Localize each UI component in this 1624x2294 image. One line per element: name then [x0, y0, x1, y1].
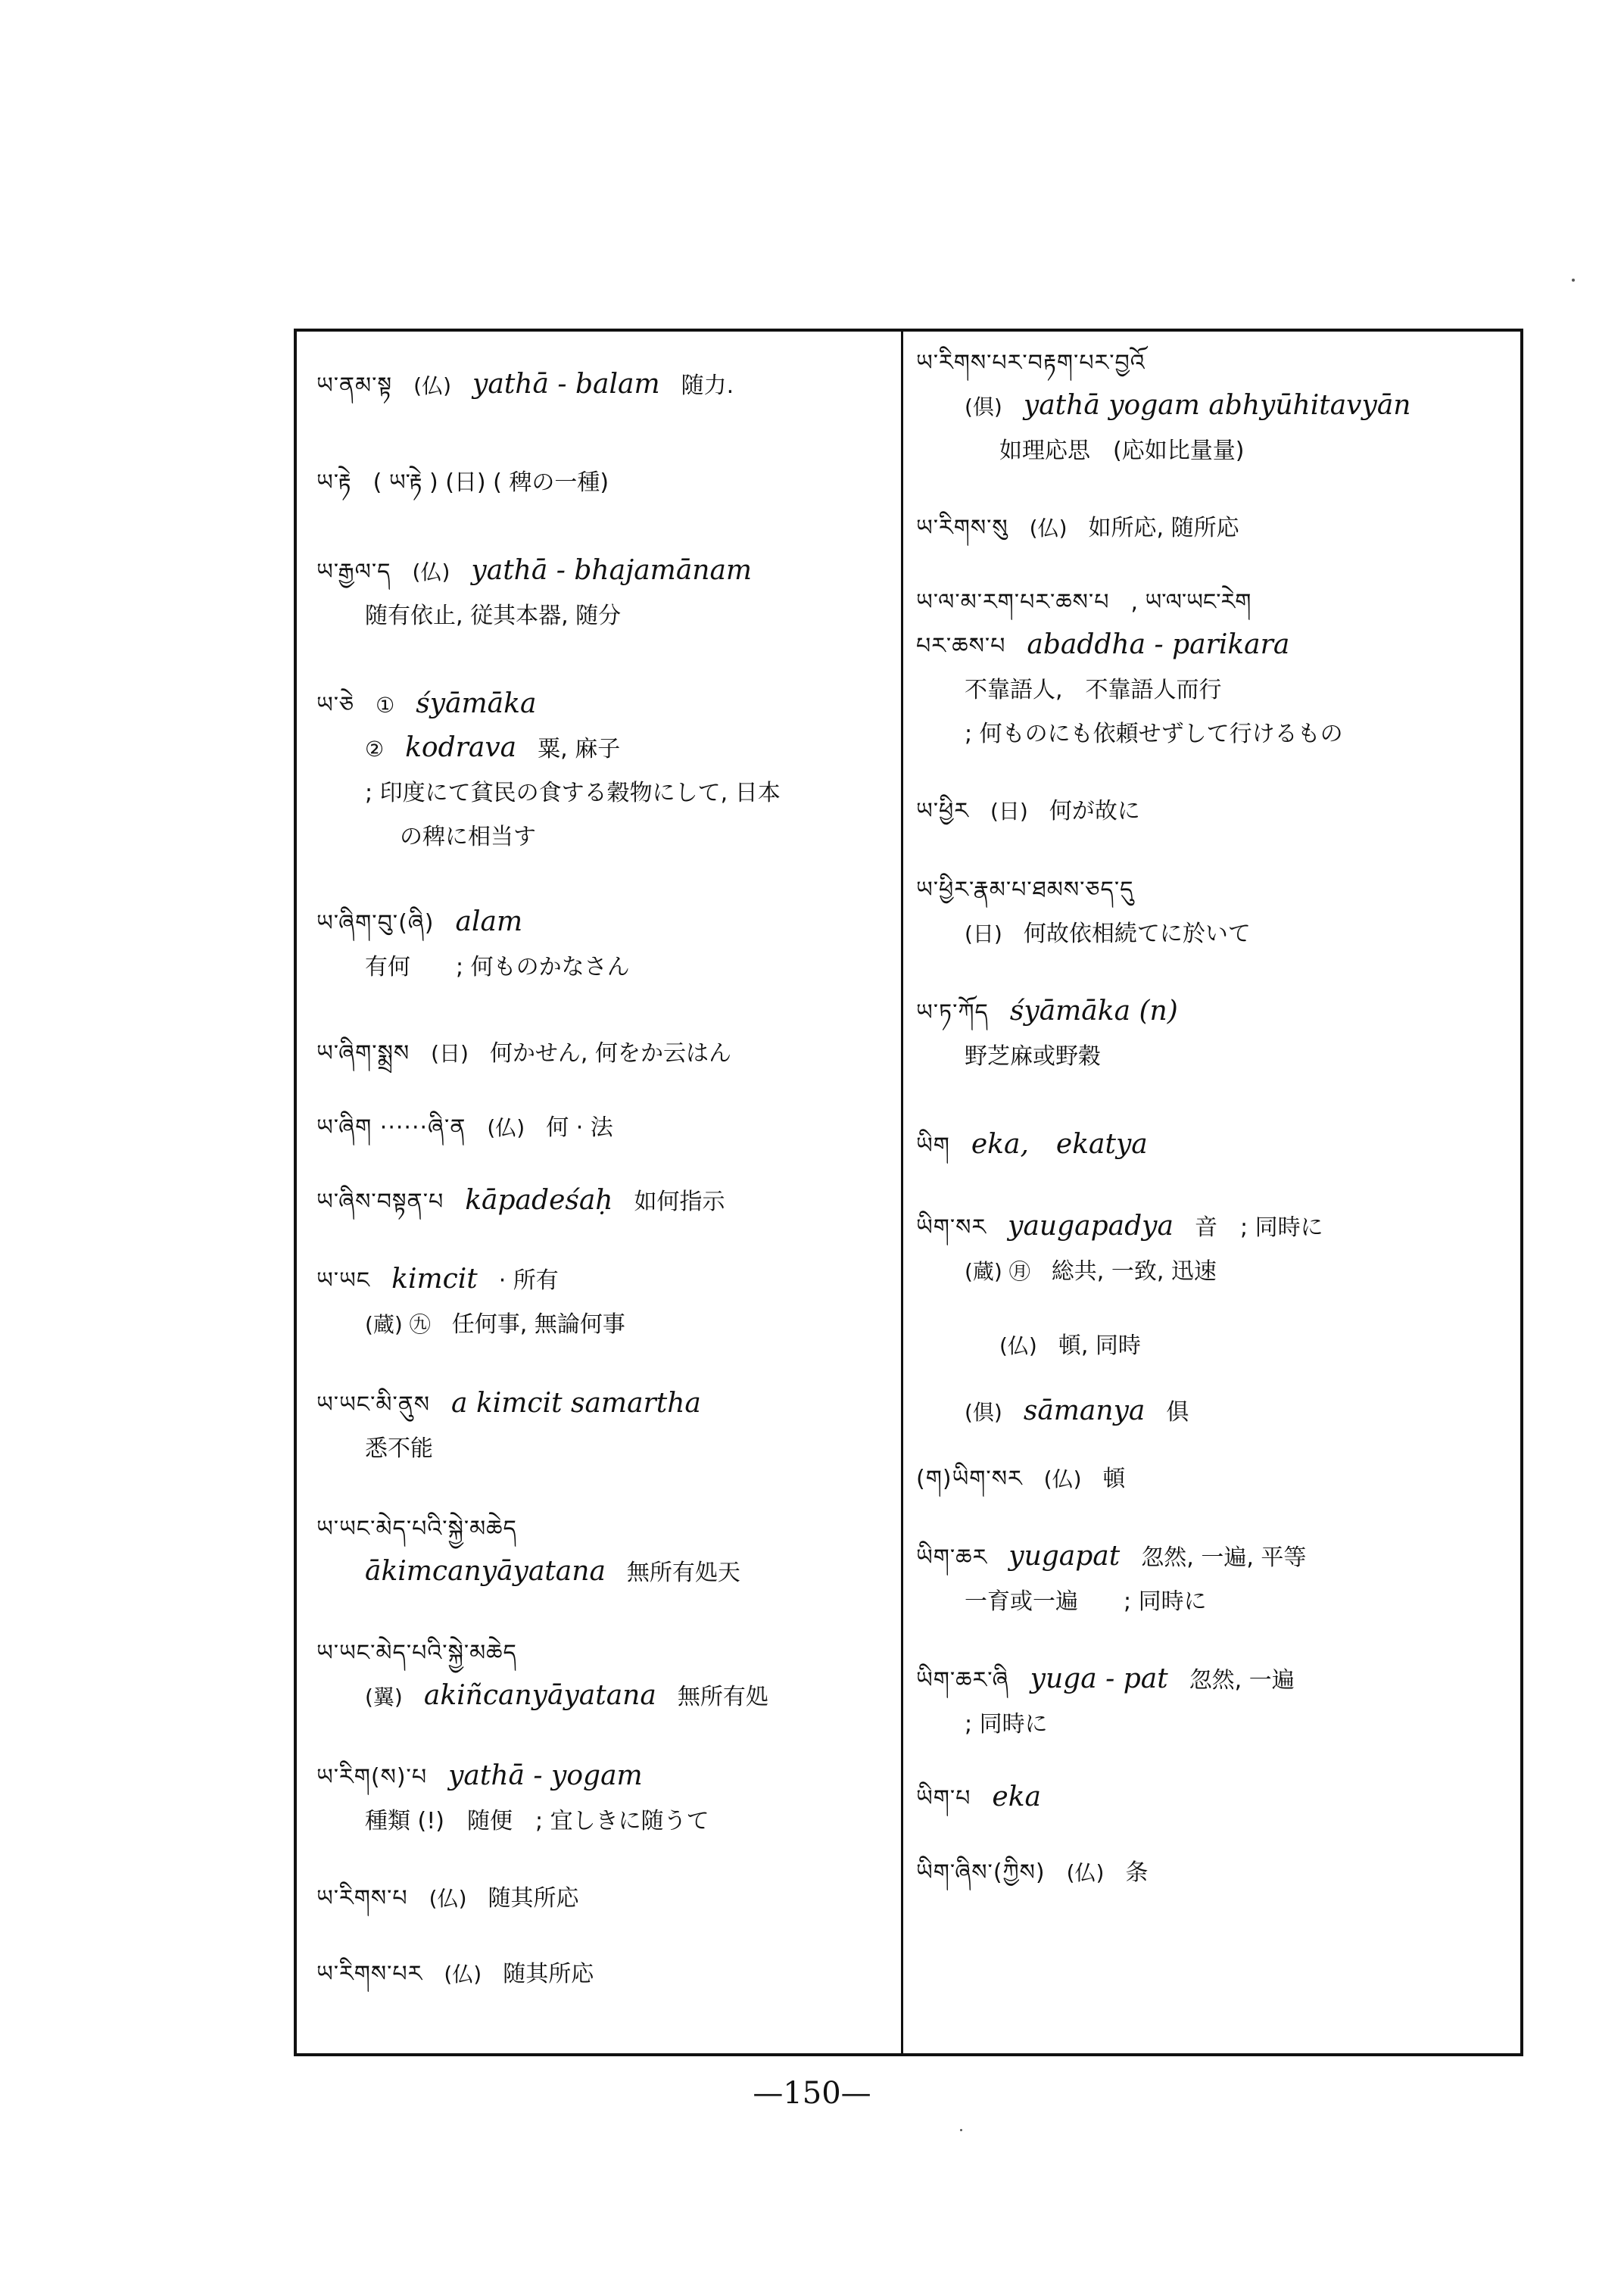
entry-line — [316, 1302, 892, 1346]
entry-line — [316, 901, 892, 945]
source-tag: ② — [365, 737, 385, 762]
gloss-text: · 所有 — [498, 1267, 559, 1294]
dictionary-entry — [916, 1205, 1514, 1293]
source-tag: (仏) — [413, 373, 452, 398]
dictionary-entry — [316, 1258, 892, 1346]
gloss-text: の稗に相当す — [400, 824, 536, 850]
tibetan-headword: ཡིག་པ — [916, 1785, 971, 1812]
entry-line — [916, 1390, 1514, 1434]
dictionary-entry — [316, 363, 892, 407]
dictionary-entry — [316, 460, 892, 504]
source-tag: (仏) — [999, 1333, 1037, 1358]
source-tag: (仏) — [444, 1962, 482, 1987]
entry-line — [316, 460, 892, 504]
entry-line — [316, 1258, 892, 1302]
sanskrit-term: eka — [992, 1781, 1041, 1812]
entry-line — [316, 1180, 892, 1223]
source-tag: (日) — [990, 799, 1028, 824]
entry-line — [916, 1205, 1514, 1249]
source-tag: (仏) — [1043, 1466, 1082, 1491]
sanskrit-term: alam — [455, 906, 523, 937]
entry-line — [916, 385, 1514, 429]
entry-line — [316, 1755, 892, 1799]
entry-line — [916, 429, 1514, 472]
tibetan-headword: ཡ་རིགས་པར་བརྟག་པར་བྱའོ — [916, 350, 1146, 376]
gloss-text: ; 同時に — [965, 1711, 1048, 1738]
gloss-text: ( ཡ་རྟེ ) (日) ( 稗の一種) — [372, 469, 609, 496]
dictionary-entry — [916, 341, 1514, 472]
tibetan-headword: ཡ་རྟེ — [316, 469, 352, 496]
dictionary-entry — [916, 789, 1514, 833]
dictionary-entry — [316, 1105, 892, 1149]
gloss-text: 如何指示 — [634, 1189, 725, 1215]
entry-line — [916, 668, 1514, 712]
gloss-text: 如所応, 随所応 — [1088, 515, 1239, 541]
entry-line — [316, 594, 892, 637]
entry-line — [916, 1249, 1514, 1293]
source-tag: (日) — [965, 921, 1002, 946]
dictionary-entry — [916, 1658, 1514, 1746]
sanskrit-term: kāpadeśaḥ — [465, 1185, 613, 1216]
gloss-text: 種類 (!) 随便 ; 宜しきに随うて — [365, 1808, 709, 1834]
sanskrit-term: yaugapadya — [1008, 1211, 1174, 1242]
dictionary-entry — [916, 1535, 1514, 1623]
dictionary-entry — [916, 868, 1514, 955]
gloss-text: 随力. — [681, 372, 734, 399]
sanskrit-term: sāmanya — [1023, 1395, 1146, 1426]
entry-line — [316, 1952, 892, 1996]
entry-line — [916, 912, 1514, 955]
dictionary-entry — [916, 1390, 1514, 1434]
entry-line — [916, 1034, 1514, 1078]
source-tag: (仏) — [412, 559, 450, 584]
tibetan-headword: ཡ་ཞིག་སྨྲས — [316, 1040, 410, 1067]
gloss-text: 俱 — [1166, 1399, 1189, 1426]
gloss-text: 何かせん, 何をか云はん — [489, 1040, 732, 1067]
source-tag: (仏) — [1066, 1860, 1105, 1885]
column-divider — [901, 329, 903, 2056]
tibetan-headword: ཡ་ཡང་མེད་པའི་སྐྱེ་མཆེད — [316, 1516, 517, 1542]
tibetan-headword: ཡིག་ཆར་ཞི — [916, 1667, 1009, 1694]
entry-line — [916, 341, 1514, 385]
tibetan-headword: ཡ་ཅེ — [316, 692, 355, 718]
dictionary-entry — [316, 1382, 892, 1470]
tibetan-headword: ཡ་རིགས་པར — [316, 1961, 423, 1987]
tibetan-headword: ཡིག་ཞིས་(ཀྱིས) — [916, 1859, 1046, 1886]
dictionary-entry — [916, 1850, 1514, 1894]
gloss-text: 無所有処天 — [626, 1560, 740, 1586]
entry-line — [316, 1031, 892, 1075]
entry-line — [916, 580, 1514, 624]
tibetan-headword: ཡ་ཏ་ཀོད — [916, 999, 989, 1026]
gloss-text: 何が故に — [1049, 798, 1140, 824]
tibetan-headword: ཡ་རིགས་སུ — [916, 515, 1008, 541]
dictionary-entry — [316, 901, 892, 989]
source-tag: (蔵) ㊊ — [965, 1259, 1030, 1284]
gloss-text: 任何事, 無論何事 — [451, 1311, 625, 1338]
entry-line — [316, 550, 892, 594]
dictionary-entry — [916, 1776, 1514, 1820]
tibetan-headword: ཡ་ཡང — [316, 1267, 371, 1294]
dictionary-entry — [916, 580, 1514, 756]
entry-line — [916, 868, 1514, 912]
gloss-text: 随其所応 — [488, 1885, 579, 1912]
entry-line — [916, 1776, 1514, 1820]
sanskrit-term: kodrava — [405, 732, 517, 763]
entry-line — [916, 1457, 1514, 1501]
tibetan-headword: ཡ་ཡང་མེད་པའི་སྐྱེ་མཆེད — [316, 1640, 517, 1666]
dictionary-entry — [916, 1457, 1514, 1501]
gloss-text: 随有依止, 従其本器, 随分 — [365, 603, 622, 629]
entry-line — [316, 1382, 892, 1426]
source-tag: (翼) — [365, 1685, 403, 1710]
gloss-text: 忽然, 一遍, 平等 — [1141, 1544, 1307, 1571]
entry-line — [316, 1426, 892, 1470]
dictionary-entry — [316, 550, 892, 637]
gloss-text: 音 ; 同時に — [1194, 1214, 1323, 1241]
sanskrit-term: śyāmāka — [416, 688, 537, 719]
entry-line — [316, 1876, 892, 1920]
entry-line — [316, 1507, 892, 1551]
tibetan-headword: ཡ་ལ་མ་རག་པར་ཆས་པ — [916, 589, 1110, 616]
sanskrit-term: eka, ekatya — [971, 1129, 1148, 1160]
entry-line — [316, 1105, 892, 1149]
dictionary-entry — [916, 506, 1514, 550]
source-tag: ① — [376, 693, 395, 718]
dictionary-entry — [316, 1631, 892, 1719]
gloss-text: 如理応思 (応如比量量) — [999, 438, 1245, 464]
tibetan-headword: ཡ་ཞིས་བསྟན་པ — [316, 1189, 444, 1215]
tibetan-headword: ཡ་ཞིག ······ཞི་ན — [316, 1114, 466, 1141]
dictionary-entry — [316, 1180, 892, 1223]
tibetan-headword: ཡ་རྒྱལ་ད — [316, 559, 391, 585]
scan-speck — [1572, 279, 1575, 282]
tibetan-headword: ཡིག་སར — [916, 1214, 987, 1241]
entry-line — [316, 945, 892, 989]
tibetan-headword: ཡ་རིགས་པ — [316, 1885, 408, 1912]
tibetan-headword: ཡ་ཡང་མི་ནུས — [316, 1392, 431, 1418]
entry-line — [316, 683, 892, 727]
entry-line — [316, 815, 892, 859]
dictionary-entry — [916, 1124, 1514, 1167]
source-tag: (仏) — [1029, 516, 1068, 541]
gloss-text: 条 — [1125, 1859, 1149, 1886]
dictionary-entry — [316, 1507, 892, 1594]
dictionary-entry — [316, 1952, 892, 1996]
entry-line — [916, 1850, 1514, 1894]
sanskrit-term: yuga - pat — [1030, 1663, 1168, 1694]
entry-line — [316, 363, 892, 407]
entry-line — [916, 990, 1514, 1034]
entry-line — [316, 1551, 892, 1594]
entry-line — [316, 1631, 892, 1675]
dictionary-entry — [316, 1876, 892, 1920]
dictionary-entry — [316, 683, 892, 859]
sanskrit-term: a kimcit samartha — [451, 1388, 701, 1419]
sanskrit-term: akiñcanyāyatana — [423, 1680, 656, 1711]
tibetan-headword: ཡིག — [916, 1133, 950, 1159]
source-tag: (日) — [431, 1041, 469, 1066]
tibetan-headword: པར་ཆས་པ — [916, 633, 1006, 659]
sanskrit-term: yathā - balam — [472, 369, 660, 400]
source-tag: (倶) — [965, 394, 1002, 419]
entry-line — [916, 789, 1514, 833]
entry-line — [916, 1124, 1514, 1167]
gloss-text: 何 · 法 — [546, 1114, 613, 1141]
sanskrit-term: kimcit — [391, 1264, 478, 1295]
dictionary-entry — [916, 990, 1514, 1078]
dictionary-entry — [916, 1323, 1514, 1367]
entry-line — [916, 1579, 1514, 1623]
tibetan-headword: ཡིག་ཆར — [916, 1544, 988, 1571]
sanskrit-term: abaddha - parikara — [1027, 629, 1290, 660]
entry-line — [316, 771, 892, 815]
sanskrit-term: yugapat — [1008, 1541, 1121, 1572]
dictionary-entry — [316, 1755, 892, 1843]
right-column — [916, 333, 1514, 1894]
entry-line — [916, 1535, 1514, 1579]
tibetan-headword: (ག)ཡིག་སར — [916, 1466, 1023, 1492]
gloss-text: 忽然, 一遍 — [1189, 1667, 1295, 1694]
sanskrit-term: yathā - bhajamānam — [471, 555, 753, 586]
sanskrit-term: yathā - yogam — [448, 1760, 643, 1791]
sanskrit-term: śyāmāka (n) — [1009, 996, 1178, 1027]
entry-line — [916, 1658, 1514, 1702]
entry-line — [316, 1799, 892, 1843]
gloss-text: 無所有処 — [677, 1684, 768, 1710]
entry-line — [916, 624, 1514, 668]
sanskrit-term: yathā yogam abhyūhitavyān — [1023, 390, 1411, 421]
tibetan-headword: ཡ་ཕྱིར — [916, 798, 969, 824]
gloss-text: 野芝麻或野穀 — [965, 1043, 1101, 1070]
page-number: —150— — [753, 2076, 871, 2111]
entry-line — [316, 1675, 892, 1719]
gloss-text: 一育或一遍 ; 同時に — [965, 1588, 1207, 1615]
left-column — [316, 333, 892, 1996]
entry-line — [916, 506, 1514, 550]
scan-speck — [960, 2129, 962, 2131]
gloss-text: 悉不能 — [365, 1435, 433, 1462]
entry-line — [916, 1702, 1514, 1746]
source-tag: (蔵) ㊈ — [365, 1312, 431, 1337]
gloss-text: , ཡ་ལ་ཡང་རེག — [1130, 589, 1252, 616]
tibetan-headword: ཡ་ཞིག་བུ་(ཞི) — [316, 910, 435, 937]
dictionary-entry — [316, 1031, 892, 1075]
entry-line — [916, 712, 1514, 756]
gloss-text: 総共, 一致, 迅速 — [1051, 1258, 1217, 1285]
gloss-text: 随其所応 — [503, 1961, 594, 1987]
source-tag: (倶) — [965, 1400, 1002, 1425]
tibetan-headword: ཡ་ཕྱིར་རྣམ་པ་ཐམས་ཅད་དུ — [916, 877, 1134, 903]
gloss-text: 頓 — [1102, 1466, 1126, 1492]
gloss-text: 不靠語人, 不靠語人而行 — [965, 677, 1222, 703]
tibetan-headword: ཡ་ནམ་སྟ — [316, 372, 393, 399]
gloss-text: ; 印度にて貧民の食する穀物にして, 日本 — [365, 780, 781, 806]
gloss-text: 頓, 同時 — [1058, 1332, 1141, 1359]
sanskrit-term: ākimcanyāyatana — [365, 1556, 606, 1587]
entry-line — [316, 727, 892, 771]
gloss-text: 粟, 麻子 — [538, 736, 621, 762]
source-tag: (仏) — [487, 1115, 525, 1140]
gloss-text: 何故依相続てに於いて — [1023, 921, 1251, 947]
source-tag: (仏) — [429, 1886, 467, 1911]
entry-line — [916, 1323, 1514, 1367]
gloss-text: ; 何ものにも依頼せずして行けるもの — [965, 721, 1343, 747]
tibetan-headword: ཡ་རིག(ས)་པ — [316, 1764, 428, 1791]
gloss-text: 有何 ; 何ものかなさん — [365, 954, 630, 980]
